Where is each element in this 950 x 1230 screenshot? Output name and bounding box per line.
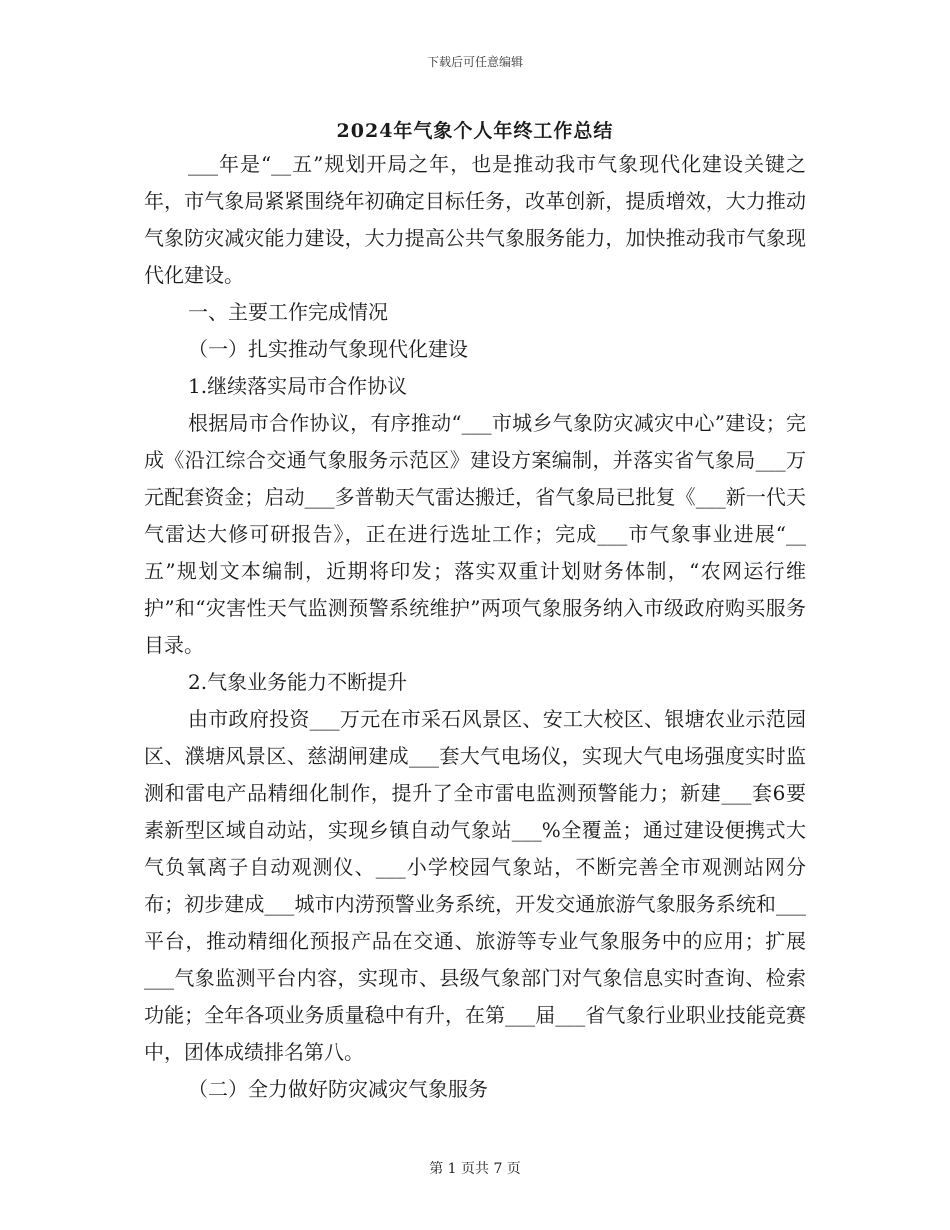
body-paragraph-2: 由市政府投资___万元在市采石风景区、安工大校区、银塘农业示范园区、濮塘风景区、慈湖闸建成___套大气电场仪，实现大气电场强度实时监测和雷电产品精细化制作，提升了全市雷电监测预警能力；新建___套6要素新型区域自动站，实现乡镇自动气象站___%全覆盖；通过建设便携式大气负氧离子自动观测仪、___小学校园气象站，不断完善全市观测站网分布；初步建成___城市内涝预警业务系统，开发交通旅游气象服务系统和___平台，推动精细化预报产品在交通、旅游等专业气象服务中的应用；扩展___气象监测平台内容，实现市、县级气象部门对气象信息实时查询、检索功能；全年各项业务质量稳中有升，在第___届___省气象行业职业技能竞赛中，团体成绩排名第八。 <box>144 707 806 1064</box>
intro-paragraph: ___年是“__五”规划开局之年，也是推动我市气象现代化建设关键之年，市气象局紧紧围绕年初确定目标任务，改革创新，提质增效，大力推动气象防灾减灾能力建设，大力提高公共气象服务能力，加快推动我市气象现代化建设。 <box>144 152 806 287</box>
subsection-heading-1: （一）扎实推动气象现代化建设 <box>188 337 468 361</box>
body-paragraph-1: 根据局市合作协议，有序推动“___市城乡气象防灾减灾中心”建设；完成《沿江综合交通气象服务示范区》建设方案编制，并落实省气象局___万元配套资金；启动___多普勒天气雷达搬迁，省气象局已批复《___新一代天气雷达大修可研报告》，正在进行选址工作；完成___市气象事业进展“__五”规划文本编制，近期将印发；落实双重计划财务体制，“农网运行维护”和“灾害性天气监测预警系统维护”两项气象服务纳入市级政府购买服务目录。 <box>144 411 806 657</box>
document-body <box>144 146 806 1108</box>
document-title: 2024年气象个人年终工作总结 <box>336 120 614 142</box>
page-header: 下载后可任意编辑 <box>426 55 523 69</box>
subsection-heading-2: （二）全力做好防灾减灾气象服务 <box>188 1077 488 1101</box>
item-heading-1: 1.继续落实局市合作协议 <box>188 374 408 398</box>
item-heading-2: 2.气象业务能力不断提升 <box>188 670 408 694</box>
section-heading-1: 一、主要工作完成情况 <box>188 300 388 324</box>
page-footer: 第 1 页共 7 页 <box>429 1161 521 1177</box>
